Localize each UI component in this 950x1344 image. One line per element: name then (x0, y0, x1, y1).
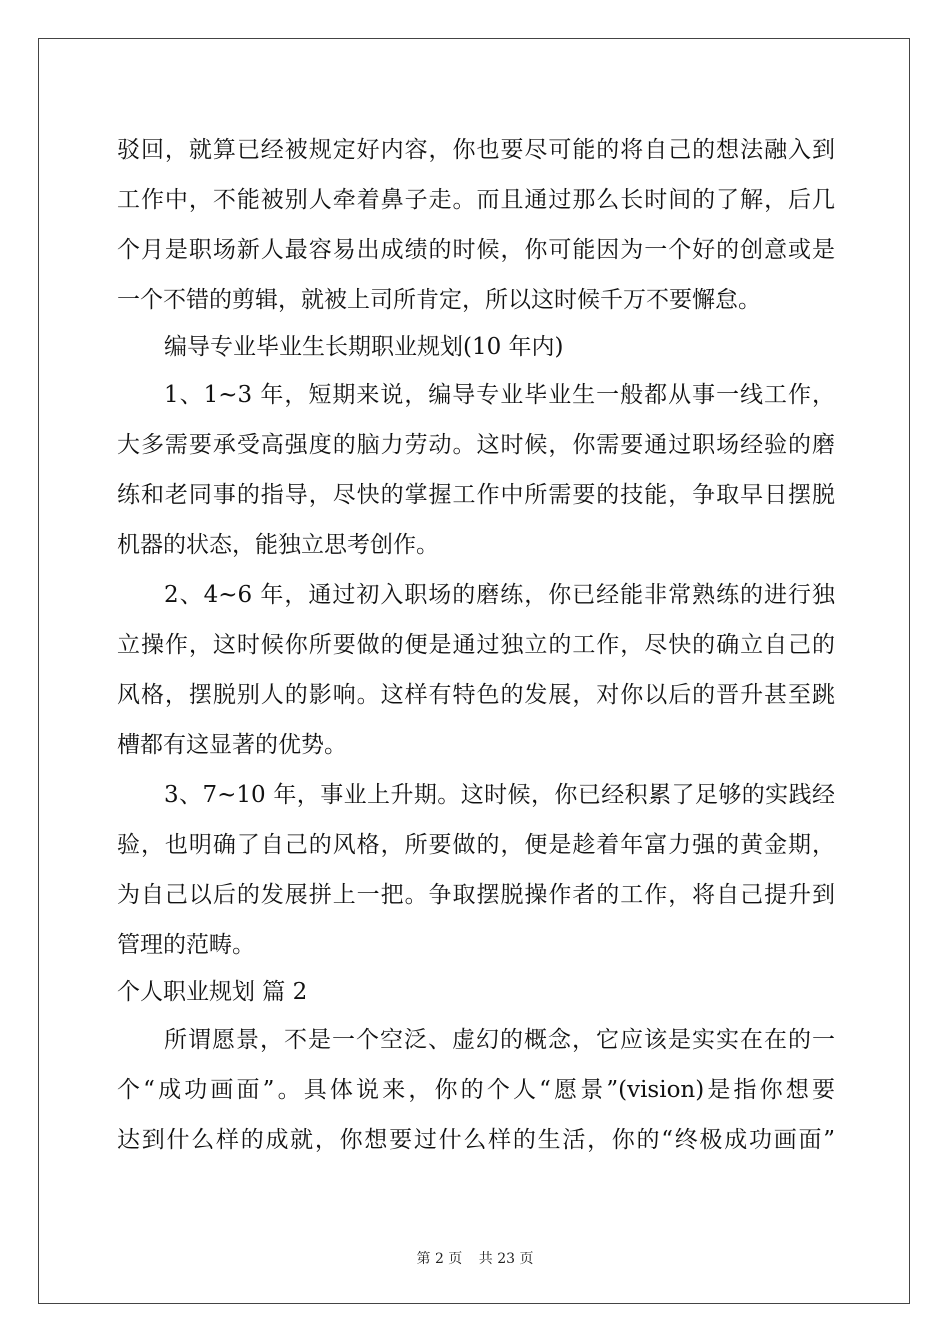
paragraph-line: 立操作，这时候你所要做的便是通过独立的工作，尽快的确立自己的 (117, 632, 835, 658)
paragraph-line: 个“成功画面”。具体说来，你的个人“愿景”(vision)是指你想要 (117, 1077, 835, 1103)
paragraph-line: 个月是职场新人最容易出成绩的时候，你可能因为一个好的创意或是 (117, 237, 835, 263)
section-title: 个人职业规划 篇 2 (117, 979, 308, 1005)
document-body (117, 125, 835, 1165)
paragraph-line: 3、7~10 年，事业上升期。这时候，你已经积累了足够的实践经 (164, 782, 835, 808)
paragraph-line: 驳回，就算已经被规定好内容，你也要尽可能的将自己的想法融入到 (117, 137, 835, 163)
paragraph-line: 练和老同事的指导，尽快的掌握工作中所需要的技能，争取早日摆脱 (117, 482, 835, 508)
paragraph-line: 所谓愿景，不是一个空泛、虚幻的概念，它应该是实实在在的一 (164, 1027, 835, 1053)
paragraph-line: 一个不错的剪辑，就被上司所肯定，所以这时候千万不要懈怠。 (117, 287, 761, 313)
paragraph-line: 验，也明确了自己的风格，所要做的，便是趁着年富力强的黄金期， (117, 832, 835, 858)
paragraph-line: 工作中，不能被别人牵着鼻子走。而且通过那么长时间的了解，后几 (117, 187, 835, 213)
paragraph-line: 达到什么样的成就，你想要过什么样的生活，你的“终极成功画面” (117, 1127, 835, 1153)
paragraph-line: 风格，摆脱别人的影响。这样有特色的发展，对你以后的晋升甚至跳 (117, 682, 835, 708)
paragraph-line: 机器的状态，能独立思考创作。 (117, 532, 439, 558)
paragraph-line: 大多需要承受高强度的脑力劳动。这时候，你需要通过职场经验的磨 (117, 432, 835, 458)
paragraph-line: 管理的范畴。 (117, 932, 255, 958)
section-heading: 编导专业毕业生长期职业规划(10 年内) (164, 334, 564, 360)
total-pages: 共 23 页 (478, 1251, 534, 1267)
page-number: 第 2 页 (416, 1251, 463, 1267)
paragraph-line: 为自己以后的发展拼上一把。争取摆脱操作者的工作，将自己提升到 (117, 882, 835, 908)
paragraph-line: 2、4~6 年，通过初入职场的磨练，你已经能非常熟练的进行独 (164, 582, 835, 608)
paragraph-line: 1、1~3 年，短期来说，编导专业毕业生一般都从事一线工作， (164, 382, 835, 408)
page-footer (0, 1248, 950, 1268)
paragraph-line: 槽都有这显著的优势。 (117, 732, 347, 758)
